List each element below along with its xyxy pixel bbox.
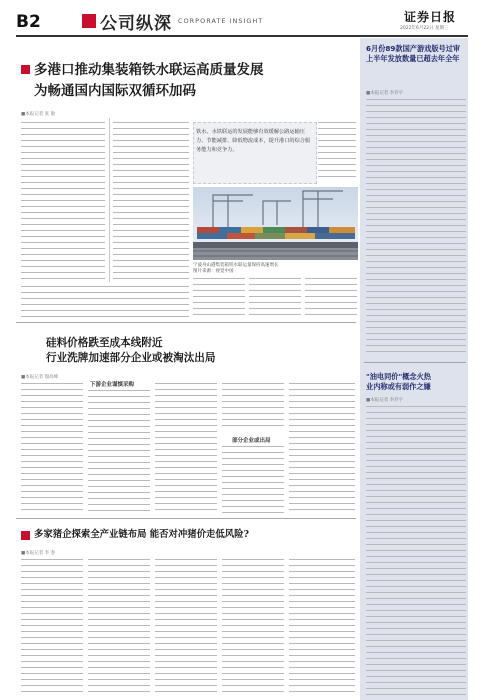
port-illustration [193,187,358,260]
article2-subhead-1: 下游企业谨慎采购 [90,382,135,388]
article2-column-4a [222,383,284,431]
article3-column-2 [88,559,150,695]
photo-credit: 图片来源：视觉中国 [193,269,234,275]
article1-column-4 [193,278,245,318]
article3-column-5 [289,559,355,695]
sidebar-story1-byline: ■本报记者 李乔宇 [366,91,404,96]
header-rule [16,35,468,37]
article2-headline [46,336,346,366]
pull-quote-text: 铁水、水铁联运的发展能够有效缓解公路运输压力、节能减排、降低物流成本，提升港口的综合服务能力和竞争力。 [196,129,311,153]
article3-headline: 多家猪企探索全产业链布局 能否对冲猪价走低风险? [34,529,250,540]
sidebar-story1-body [366,99,466,357]
article1-column-5 [249,278,301,318]
sidebar-story1-headline-line2: 上半年发放数量已超去年全年 [366,54,460,63]
sidebar-divider [364,362,466,363]
article2-column-1 [21,383,83,513]
article2-headline-line1: 硅料价格跌至成本线附近 [46,337,163,349]
article1-headline-line1: 多港口推动集装箱铁水联运高质量发展 [34,62,264,78]
article3-column-4 [222,559,284,695]
article3-column-1 [21,559,83,695]
article1-column-3 [318,122,356,182]
article2-headline-line2: 行业洗牌加速部分企业或被淘汰出局 [46,352,216,364]
photo-caption-text: 宁波舟山港集装箱铁水联运量保持高速增长 [193,263,279,268]
article2-column-2 [88,390,150,513]
headline-marker-square-2 [21,531,30,540]
article2-byline: ■本报记者 殷高峰 [21,375,59,380]
section-marker-square [82,14,96,28]
article2-column-5 [289,383,355,513]
article1-column-1 [21,122,105,282]
article3-byline: ■本报记者 李 春 [21,551,56,556]
article2-subhead-2: 部分企业或出局 [232,438,271,444]
port-container-photo [193,187,358,260]
sidebar-story2-headline [366,372,468,392]
column-rule [109,118,110,282]
page-number: B2 [16,12,41,32]
article1-column-2 [113,122,189,282]
section-subtitle-en: CORPORATE INSIGHT [178,17,264,25]
article3-column-3 [155,559,217,695]
sidebar-story2-byline: ■本报记者 李乔宇 [366,398,404,403]
article1-headline [34,60,352,102]
article1-byline: ■本报记者 张 敏 [21,112,56,117]
photo-caption [193,263,358,276]
article2-column-3 [155,383,217,513]
sidebar-story2-body [366,406,466,696]
article2-column-4b [222,446,284,513]
section-title: 公司纵深 [100,14,172,34]
section-divider-2 [16,518,356,519]
article1-headline-line2: 为畅通国内国际双循环加码 [34,83,196,99]
sidebar-story1-headline [366,44,468,64]
sidebar-story2-headline-line1: "油电同价"概念火热 [366,372,431,381]
sidebar-story1-headline-line1: 6月份89款国产游戏版号过审 [366,44,461,53]
headline-marker-square [21,65,30,74]
article1-column-7 [21,286,189,318]
article1-column-6 [305,278,357,318]
newspaper-masthead: 证券日报 [404,10,457,24]
issue-date: 2022年6月22日 星期三 [400,26,449,31]
sidebar-story2-headline-line2: 业内称或有弱作之嫌 [366,382,431,391]
section-divider [16,322,356,323]
